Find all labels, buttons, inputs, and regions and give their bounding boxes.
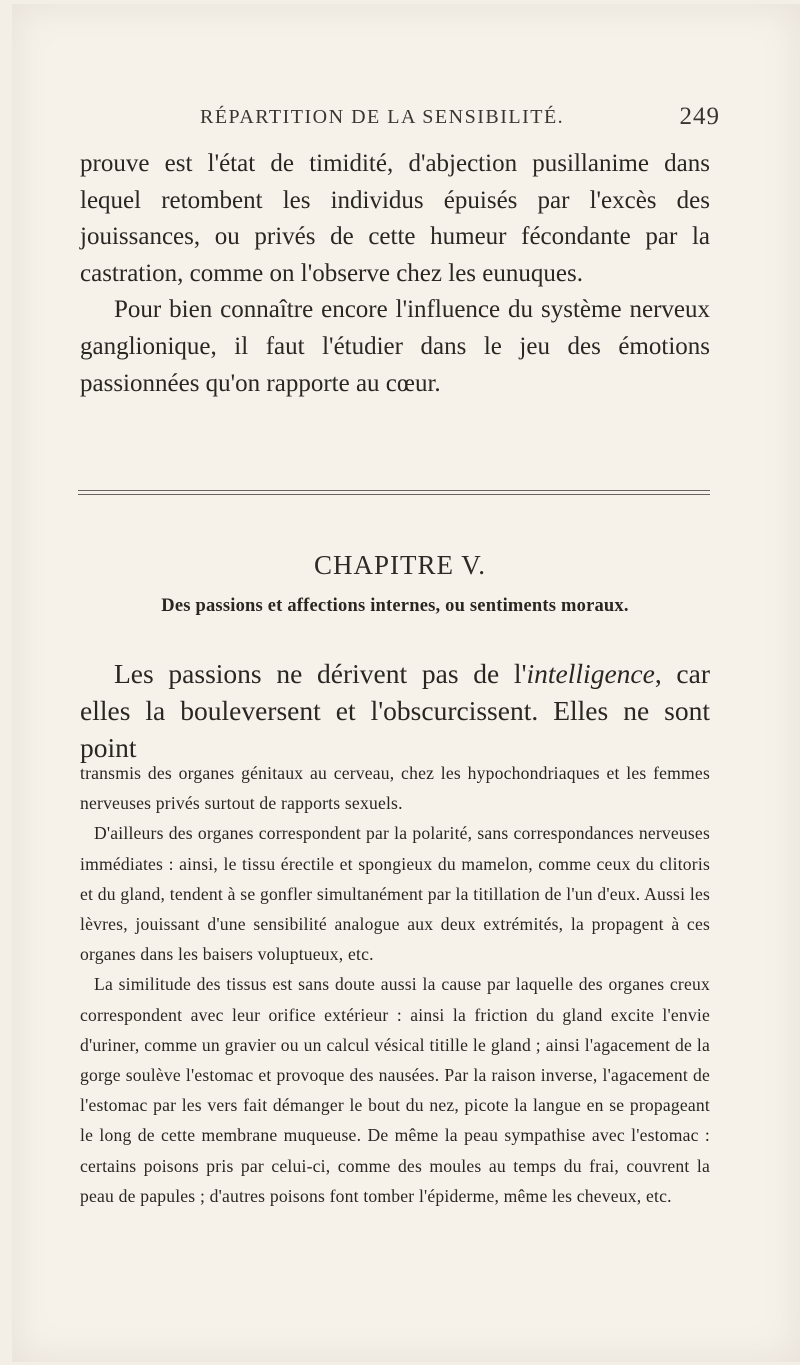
top-text <box>80 146 710 402</box>
running-title: RÉPARTITION DE LA SENSIBILITÉ. <box>200 106 565 128</box>
opening-text-end: , car elles la bouleversent et l'obscurcissent. Elles ne sont point <box>80 658 710 763</box>
page-number: 249 <box>679 103 720 130</box>
opening-paragraph <box>80 655 710 766</box>
section-divider-top <box>78 490 710 491</box>
opening-text-start: Les passions ne dérivent pas de l' <box>114 658 527 689</box>
footnote-block <box>80 758 710 1211</box>
paragraph: Pour bien connaître encore l'influence du système nerveux ganglionique, il faut l'étudier dans le jeu des émotions passionnées qu'on rapporte au cœur. <box>80 296 710 397</box>
section-divider-bottom <box>78 494 710 495</box>
paragraph: prouve est l'état de timidité, d'abjection pusillanime dans lequel retombent les individus épuisés par l'excès des jouissances, ou privés de cette humeur fécondante par la castration, comme on l'observe chez les eunuques. <box>80 150 710 287</box>
italic-term: intelligence <box>526 658 655 689</box>
footnote-paragraph: D'ailleurs des organes correspondent par la polarité, sans correspondances nerveuses immédiates : ainsi, le tissu érectile et spongieux du mamelon, comme ceux du clitoris et du gland, tendent à se gonfler simultanément par la titillation de l'un d'eux. Aussi les lèvres, jouissant d'une sensibilité analogue aux deux extrémités, la propagent à ces organes dans les baisers voluptueux, etc. <box>80 823 710 965</box>
chapter-subtitle: Des passions et affections internes, ou sentiments moraux. <box>161 596 629 616</box>
chapter-opening <box>80 655 710 766</box>
footnote-paragraph: transmis des organes génitaux au cerveau, chez les hypochondriaques et les femmes nerveuses privés surtout de rapports sexuels. <box>80 763 710 814</box>
running-header <box>200 103 720 130</box>
chapter-title: CHAPITRE V. <box>313 550 487 580</box>
footnote-paragraph: La similitude des tissus est sans doute aussi la cause par laquelle des organes creux correspondent avec leur orifice extérieur : ainsi la friction du gland excite l'envie d'uriner, comme un gravier ou un calcul vésical titille le gland ; ainsi l'agacement de la gorge soulève l'estomac et provoque des nausées. Par la raison inverse, l'agacement de l'estomac par les vers fait démanger le bout du nez, picote la langue en se propageant le long de cette membrane muqueuse. De même la peau sympathise avec l'estomac : certains poisons pris par celui-ci, comme des moules au temps du frai, couvrent la peau de papules ; d'autres poisons font tomber l'épiderme, même les cheveux, etc. <box>80 974 710 1206</box>
